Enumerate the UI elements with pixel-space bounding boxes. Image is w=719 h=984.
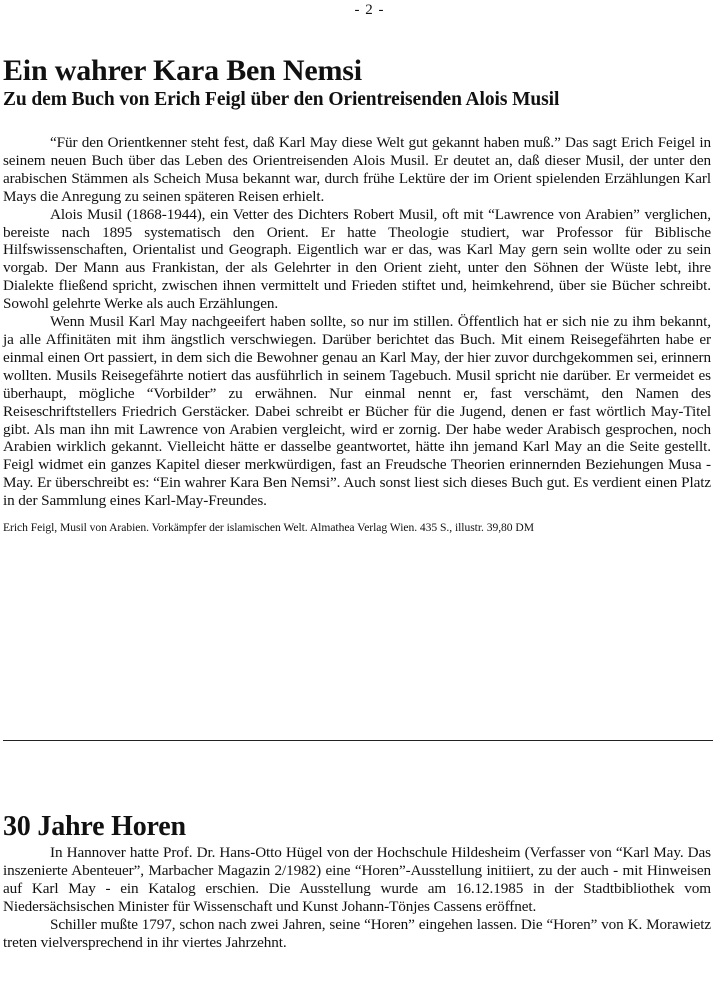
article-title: Ein wahrer Kara Ben Nemsi: [3, 54, 362, 87]
paragraph: In Hannover hatte Prof. Dr. Hans-Otto Hügel von der Hochschule Hildesheim (Verfasser von “Karl May. Das inszenierte Abenteuer”, Marbacher Magazin 2/1982) eine “Horen”-Ausstellung initiiert, zu der auch - mit Hinweisen auf Karl May - ein Katalog erschien. Die Ausstellung wurde am 16.12.1985 in der Stadtbibliothek vom Niedersächsischen Minister für Wissenschaft und Kunst Johann-Tönjes Cassens eröffnet.: [3, 844, 711, 915]
section-divider: [3, 740, 713, 741]
paragraph: Schiller mußte 1797, schon nach zwei Jahren, seine “Horen” eingehen lassen. Die “Horen” von K. Morawietz treten vielversprechend in ihr viertes Jahrzehnt.: [3, 915, 711, 951]
article-30-jahre-horen: [3, 810, 711, 951]
book-citation: Erich Feigl, Musil von Arabien. Vorkämpfer der islamischen Welt. Almathea Verlag Wien. 435 S., illustr. 39,80 DM: [3, 521, 534, 535]
paragraph: “Für den Orientkenner steht fest, daß Karl May diese Welt gut gekannt haben muß.” Das sagt Erich Feigel in seinem neuen Buch über das Leben des Orientreisenden Alois Musil. Er deutet an, daß dieser Musil, der unter den arabischen Stämmen als Scheich Musa bekannt war, durch frühe Lektüre der im Orient spielenden Erzählungen Karl Mays die Anregung zu seinen späteren Reisen erhielt.: [3, 134, 711, 205]
paragraph: Wenn Musil Karl May nachgeeifert haben sollte, so nur im stillen. Öffentlich hat er sich nie zu ihm bekannt, ja alle Affinitäten mit ihm ängstlich verschwiegen. Darüber berichtet das Buch. Mit einem Reisegefährten habe er einmal einen Ort passiert, in dem sich die Bewohner genau an Karl May, der hier zuvor durchgekommen sei, erinnern wollten. Musils Reisegefährte notiert das ausführlich in seinem Tagebuch. Musil spricht nie darüber. Er vermeidet es überhaupt, mögliche “Vorbilder” zu erwähnen. Nur einmal nennt er, fast verschämt, den Namen des Reiseschriftstellers Friedrich Gerstäcker. Dabei schreibt er Bücher für die Jugend, denen er fast wörtlich May-Titel gibt. Als man ihn mit Lawrence von Arabien vergleicht, wird er zornig. Der habe weder Arabisch gesprochen, noch Arabien wirklich gekannt. Vielleicht hätte er dasselbe geantwortet, hätte ihn jemand Karl May an die Seite gestellt. Feigl widmet ein ganzes Kapitel dieser merkwürdigen, fast an Freudsche Theorien erinnernden Beziehungen Musa - May. Er überschreibt es: “Ein wahrer Kara Ben Nemsi”. Auch sonst liest sich dieses Buch gut. Es verdient einen Platz in der Sammlung eines Karl-May-Freundes.: [3, 313, 711, 510]
article-kara-ben-nemsi: [3, 54, 711, 535]
page-number: - 2 -: [354, 2, 385, 18]
article-body: [3, 844, 711, 951]
article-body: [3, 134, 711, 510]
article-title: 30 Jahre Horen: [3, 811, 186, 842]
paragraph: Alois Musil (1868-1944), ein Vetter des Dichters Robert Musil, oft mit “Lawrence von Arabien” verglichen, bereiste nach 1895 systematisch den Orient. Er hatte Theologie studiert, war Professor für Biblische Hilfswissenschaften, Orientalist und Geograph. Eigentlich war er das, was Karl May gern sein wollte oder zu sein vorgab. Der Mann aus Frankistan, der als Gelehrter in den Orient zieht, unter den Söhnen der Wüste lebt, ihre Dialekte fließend spricht, zwischen ihnen vermittelt und Frieden stiftet und, heimkehrend, über sie Bücher schreibt. Sowohl gelehrte Werke als auch Erzählungen.: [3, 205, 711, 313]
article-subtitle: Zu dem Buch von Erich Feigl über den Orientreisenden Alois Musil: [3, 89, 560, 110]
